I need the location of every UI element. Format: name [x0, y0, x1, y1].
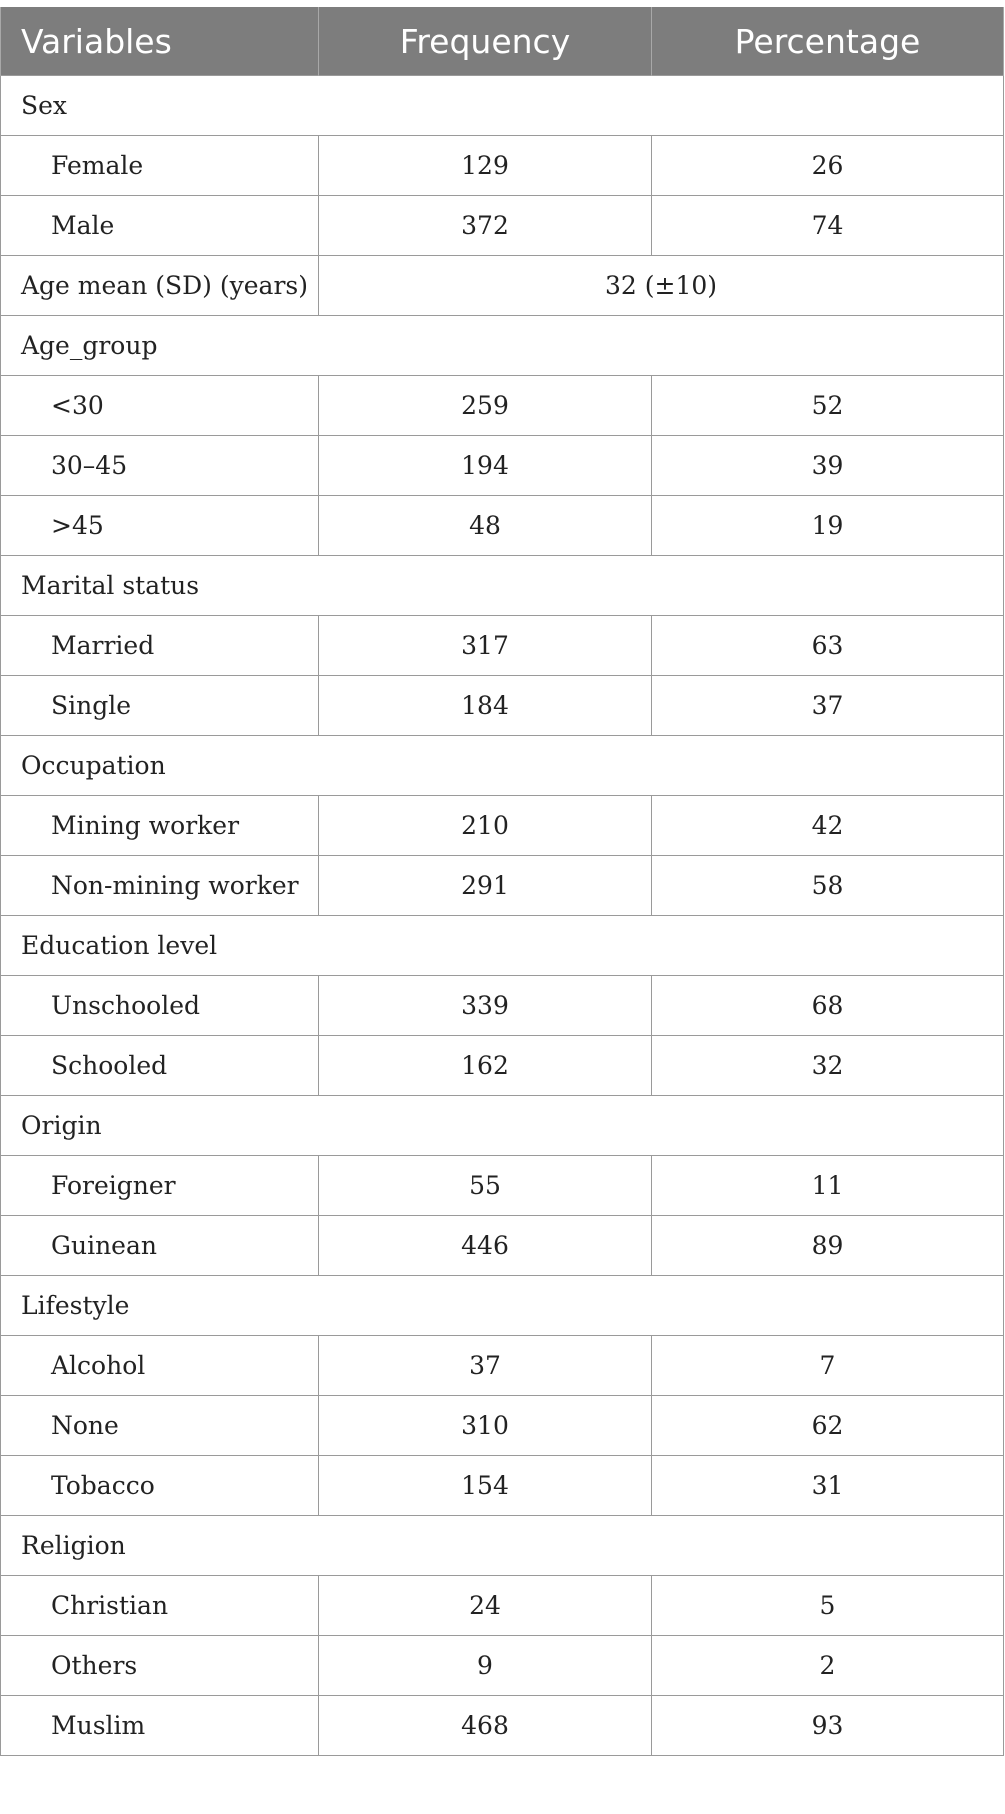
percentage-cell: 42: [652, 796, 1004, 856]
variable-label: <30: [1, 376, 319, 436]
percentage-cell: 32: [652, 1036, 1004, 1096]
percentage-cell: 2: [652, 1636, 1004, 1696]
table-row: [1, 1576, 1004, 1636]
frequency-cell: 184: [319, 676, 652, 736]
variable-label: Female: [1, 136, 319, 196]
percentage-cell: 19: [652, 496, 1004, 556]
table-body: [1, 76, 1004, 1756]
percentage-cell: 89: [652, 1216, 1004, 1276]
table-row: [1, 1696, 1004, 1756]
variable-label: Non-mining worker: [1, 856, 319, 916]
variable-label: None: [1, 1396, 319, 1456]
table-row: [1, 676, 1004, 736]
category-label: Origin: [1, 1096, 1004, 1156]
percentage-cell: 5: [652, 1576, 1004, 1636]
variable-label: Single: [1, 676, 319, 736]
table-row: [1, 256, 1004, 316]
category-label: Sex: [1, 76, 1004, 136]
frequency-cell: 48: [319, 496, 652, 556]
variable-label: Schooled: [1, 1036, 319, 1096]
variable-label: >45: [1, 496, 319, 556]
header-percentage: Percentage: [652, 7, 1004, 76]
table-row: [1, 196, 1004, 256]
table-row: [1, 616, 1004, 676]
category-label: Occupation: [1, 736, 1004, 796]
percentage-cell: 11: [652, 1156, 1004, 1216]
category-row: [1, 736, 1004, 796]
table-row: [1, 1636, 1004, 1696]
table-row: [1, 1156, 1004, 1216]
frequency-cell: 55: [319, 1156, 652, 1216]
percentage-cell: 68: [652, 976, 1004, 1036]
percentage-cell: 93: [652, 1696, 1004, 1756]
frequency-cell: 291: [319, 856, 652, 916]
percentage-cell: 58: [652, 856, 1004, 916]
frequency-cell: 317: [319, 616, 652, 676]
frequency-cell: 162: [319, 1036, 652, 1096]
variable-label: Unschooled: [1, 976, 319, 1036]
table-row: [1, 976, 1004, 1036]
variable-label: 30–45: [1, 436, 319, 496]
category-row: [1, 916, 1004, 976]
category-label: Age_group: [1, 316, 1004, 376]
frequency-cell: 468: [319, 1696, 652, 1756]
table-row: [1, 1336, 1004, 1396]
frequency-cell: 310: [319, 1396, 652, 1456]
demographics-table: [0, 7, 1004, 1756]
frequency-cell: 24: [319, 1576, 652, 1636]
table-row: [1, 1396, 1004, 1456]
table-row: [1, 856, 1004, 916]
table-row: [1, 796, 1004, 856]
header-frequency: Frequency: [319, 7, 652, 76]
category-row: [1, 316, 1004, 376]
percentage-cell: 39: [652, 436, 1004, 496]
table-row: [1, 496, 1004, 556]
variable-label: Male: [1, 196, 319, 256]
percentage-cell: 63: [652, 616, 1004, 676]
frequency-cell: 339: [319, 976, 652, 1036]
percentage-cell: 37: [652, 676, 1004, 736]
frequency-cell: 372: [319, 196, 652, 256]
category-row: [1, 556, 1004, 616]
category-row: [1, 1516, 1004, 1576]
percentage-cell: 7: [652, 1336, 1004, 1396]
variable-label: Tobacco: [1, 1456, 319, 1516]
frequency-cell: 210: [319, 796, 652, 856]
table-header: [1, 7, 1004, 76]
frequency-cell: 194: [319, 436, 652, 496]
table-row: [1, 1216, 1004, 1276]
variable-label: Alcohol: [1, 1336, 319, 1396]
table-row: [1, 1456, 1004, 1516]
percentage-cell: 62: [652, 1396, 1004, 1456]
variable-label: Foreigner: [1, 1156, 319, 1216]
frequency-cell: 446: [319, 1216, 652, 1276]
variable-label: Guinean: [1, 1216, 319, 1276]
category-row: [1, 1096, 1004, 1156]
frequency-cell: 129: [319, 136, 652, 196]
merged-value-cell: 32 (±10): [319, 256, 1004, 316]
variable-label: Muslim: [1, 1696, 319, 1756]
percentage-cell: 52: [652, 376, 1004, 436]
percentage-cell: 74: [652, 196, 1004, 256]
variable-label: Christian: [1, 1576, 319, 1636]
category-label: Religion: [1, 1516, 1004, 1576]
frequency-cell: 37: [319, 1336, 652, 1396]
percentage-cell: 31: [652, 1456, 1004, 1516]
table-row: [1, 1036, 1004, 1096]
category-label: Lifestyle: [1, 1276, 1004, 1336]
category-row: [1, 1276, 1004, 1336]
variable-label: Age mean (SD) (years): [1, 256, 319, 316]
variable-label: Married: [1, 616, 319, 676]
header-variables: Variables: [1, 7, 319, 76]
percentage-cell: 26: [652, 136, 1004, 196]
frequency-cell: 9: [319, 1636, 652, 1696]
table-row: [1, 136, 1004, 196]
category-label: Education level: [1, 916, 1004, 976]
table-row: [1, 436, 1004, 496]
variable-label: Mining worker: [1, 796, 319, 856]
frequency-cell: 154: [319, 1456, 652, 1516]
category-row: [1, 76, 1004, 136]
table-row: [1, 376, 1004, 436]
variable-label: Others: [1, 1636, 319, 1696]
frequency-cell: 259: [319, 376, 652, 436]
header-row: [1, 7, 1004, 76]
category-label: Marital status: [1, 556, 1004, 616]
